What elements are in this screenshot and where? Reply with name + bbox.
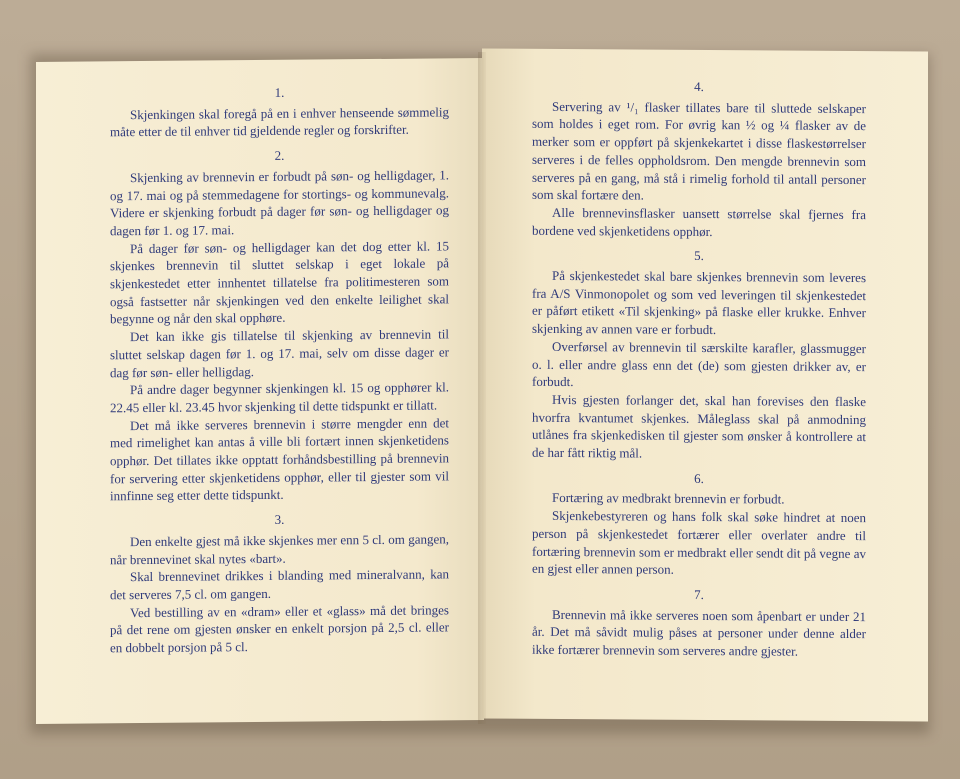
- section-number: 3.: [274, 511, 285, 528]
- paragraph: Den enkelte gjest må ikke skjenkes mer enn 5 cl. om gangen, når brennevinet skal nytes «bart».: [110, 531, 449, 567]
- section-number: 5.: [694, 248, 704, 264]
- paragraph: Brennevin må ikke serveres noen som åpenbart er under 21 år. Det må såvidt mulig påses at personer under denne alder ikke fortærer brennevin som serveres andre gjester.: [532, 606, 866, 659]
- paragraph: På dager før søn- og helligdager kan det dog etter kl. 15 skjenkes brennevin til sluttet selskap i eget lokale på skjenkestedet etter innhentet tillatelse fra politimesteren som også fastsetter når skjenkingen ved den enkelte leilighet skal begynne og når den skal opphøre.: [110, 237, 449, 327]
- section-number: 6.: [694, 470, 704, 486]
- section-number: 4.: [694, 78, 704, 94]
- paragraph: Hvis gjesten forlanger det, skal han forevises den flaske hvorfra kvantumet skjenkes. Måleglass skal på anmodning utlånes fra skjenkedisken til gjester som ønsker å kontrollere at de har fått riktig mål.: [532, 391, 866, 461]
- right-page: [482, 48, 928, 721]
- section-number: 7.: [694, 586, 704, 602]
- paragraph: Servering av ¹/₁ flasker tillates bare til sluttede selskaper som holdes i eget rom. For øvrig kan ½ og ¼ flasker av de merker som er oppført på skjenkekartet i disse flaskestørrelser serveres i de felles oppholdsrom. Den mengde brennevin som serveres på en gang, må stå i rimelig forhold til antall personer som skal fortære den.: [532, 98, 866, 203]
- left-page: [36, 58, 484, 724]
- paragraph: Det kan ikke gis tillatelse til skjenking av brennevin til sluttet selskap dagen før 1. og 17. mai, selv om disse dager er dag før søn- eller helligdag.: [110, 326, 449, 380]
- paragraph: Overførsel av brennevin til særskilte karafler, glassmugger o. l. eller andre glass enn det (de) som gjesten drikker av, er forbudt.: [532, 338, 866, 390]
- paragraph: Skjenkingen skal foregå på en i enhver henseende sømmelig måte etter de til enhver tid gjeldende regler og forskrifter.: [110, 104, 449, 140]
- paragraph: Alle brennevinsflasker uansett størrelse skal fjernes fra bordene ved skjenketidens opphør.: [532, 204, 866, 239]
- paragraph: Det må ikke serveres brennevin i større mengder enn det med rimelighet kan antas å ville bli fortært innen skjenketidens opphør. Det tillates ikke opptatt forhåndsbestilling på brennevin for servering etter skjenketidens opphør, eller til gjester som vil innfinne seg etter dette tidspunkt.: [110, 415, 449, 504]
- page-gutter: [478, 52, 486, 724]
- section-number: 1.: [274, 84, 285, 100]
- section-number: 2.: [274, 147, 285, 163]
- paragraph: På andre dager begynner skjenkingen kl. 15 og opphører kl. 22.45 eller kl. 23.45 hvor skjenking til dette tidspunkt er tillatt.: [110, 379, 449, 416]
- paragraph: Fortæring av medbrakt brennevin er forbudt.: [552, 490, 785, 508]
- paragraph: Skal brennevinet drikkes i blanding med mineralvann, kan det serveres 7,5 cl. om gangen.: [110, 566, 449, 603]
- paragraph: Skjenkebestyreren og hans folk skal søke hindret at noen person på skjenkestedet fortærer eller overlater andre til fortæring brennevin som er medbrakt eller sendt dit på vegne av en gjest eller annen person.: [532, 508, 866, 578]
- paragraph: Skjenking av brennevin er forbudt på søn- og helligdager, 1. og 17. mai og på stemmedagene for stortings- og kommunevalg. Videre er skjenking forbudt på dager før søn- og helligdager og dagen før 1. og 17. mai.: [110, 167, 449, 239]
- paragraph: På skjenkestedet skal bare skjenkes brennevin som leveres fra A/S Vinmonopolet og som ved leveringen til skjenkestedet er påført etikett «Til skjenking» på flaske eller krukke. Enhver skjenking av annen vare er forbudt.: [532, 267, 866, 338]
- paragraph: Ved bestilling av en «dram» eller et «glass» må det bringes på det rene om gjesten ønsker en enkelt porsjon på 2,5 cl. eller en dobbelt porsjon på 5 cl.: [110, 602, 449, 656]
